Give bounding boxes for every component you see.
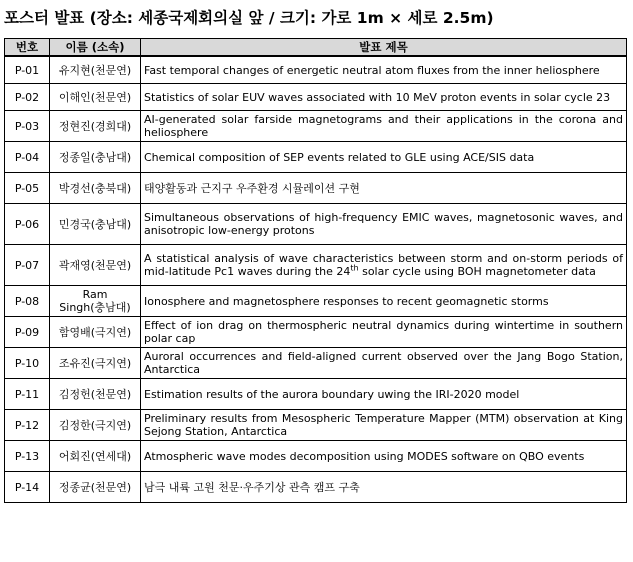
row-name: 김정한(극지연): [50, 410, 141, 441]
table-row: [5, 410, 627, 441]
row-title: Effect of ion drag on thermospheric neutral dynamics during wintertime in southern polar cap: [141, 317, 627, 348]
table-row: [5, 286, 627, 317]
poster-table: [4, 38, 627, 503]
row-name-line: Singh(충남대): [59, 301, 131, 314]
row-name: 정현진(경희대): [50, 111, 141, 142]
row-name: 민경국(충남대): [50, 204, 141, 245]
table-row: [5, 472, 627, 503]
row-number: P-04: [5, 142, 50, 173]
row-name: [50, 286, 141, 317]
row-number: P-05: [5, 173, 50, 204]
table-row: [5, 142, 627, 173]
row-number: P-06: [5, 204, 50, 245]
table-header-row: [5, 39, 627, 57]
row-title: Fast temporal changes of energetic neutral atom fluxes from the inner heliosphere: [141, 56, 627, 84]
row-number: P-13: [5, 441, 50, 472]
table-row: [5, 245, 627, 286]
table-row: [5, 56, 627, 84]
row-title: Simultaneous observations of high-frequency EMIC waves, magnetosonic waves, and anisotropic low-energy protons: [141, 204, 627, 245]
row-title-text: solar cycle using BOH magnetometer data: [358, 265, 596, 278]
row-name: 유지현(천문연): [50, 56, 141, 84]
row-number: P-12: [5, 410, 50, 441]
table-row: [5, 379, 627, 410]
row-number: P-10: [5, 348, 50, 379]
row-title: 태양활동과 근지구 우주환경 시뮬레이션 구현: [141, 173, 627, 204]
row-title-text: A statistical analysis of wave characteristics between storm and on-storm periods of mid-latitude Pc1 waves during the 24: [144, 252, 623, 278]
row-title-superscript: th: [350, 263, 359, 273]
row-number: P-03: [5, 111, 50, 142]
table-row: [5, 173, 627, 204]
header-number: 번호: [5, 39, 50, 57]
row-number: P-01: [5, 56, 50, 84]
table-row: [5, 348, 627, 379]
row-title: Ionosphere and magnetosphere responses to recent geomagnetic storms: [141, 286, 627, 317]
row-title: [141, 245, 627, 286]
table-row: [5, 84, 627, 111]
row-title: 남극 내륙 고원 천문·우주기상 관측 캠프 구축: [141, 472, 627, 503]
row-number: P-02: [5, 84, 50, 111]
row-name: 이해인(천문연): [50, 84, 141, 111]
row-number: P-09: [5, 317, 50, 348]
table-row: [5, 317, 627, 348]
row-title: Atmospheric wave modes decomposition using MODES software on QBO events: [141, 441, 627, 472]
row-title: Statistics of solar EUV waves associated with 10 MeV proton events in solar cycle 23: [141, 84, 627, 111]
row-name: 김정헌(천문연): [50, 379, 141, 410]
header-name: 이름 (소속): [50, 39, 141, 57]
header-title: 발표 제목: [141, 39, 627, 57]
row-title: Auroral occurrences and field-aligned current observed over the Jang Bogo Station, Antarctica: [141, 348, 627, 379]
row-number: P-08: [5, 286, 50, 317]
row-name: 어회진(연세대): [50, 441, 141, 472]
row-name: 함영배(극지연): [50, 317, 141, 348]
table-row: [5, 441, 627, 472]
table-row: [5, 111, 627, 142]
row-title: Chemical composition of SEP events related to GLE using ACE/SIS data: [141, 142, 627, 173]
table-row: [5, 204, 627, 245]
row-name: 정종일(충남대): [50, 142, 141, 173]
row-number: P-14: [5, 472, 50, 503]
row-number: P-07: [5, 245, 50, 286]
row-name: 조유진(극지연): [50, 348, 141, 379]
row-title: Estimation results of the aurora boundary uwing the IRI-2020 model: [141, 379, 627, 410]
row-title: Preliminary results from Mesospheric Temperature Mapper (MTM) observation at King Sejong Station, Antarctica: [141, 410, 627, 441]
row-number: P-11: [5, 379, 50, 410]
row-title: AI-generated solar farside magnetograms and their applications in the corona and heliosphere: [141, 111, 627, 142]
page-title: 포스터 발표 (장소: 세종국제회의실 앞 / 크기: 가로 1m × 세로 2.5m): [4, 9, 494, 27]
row-name-line: Ram: [82, 288, 108, 301]
row-name: 정종균(천문연): [50, 472, 141, 503]
row-name: 곽재영(천문연): [50, 245, 141, 286]
row-name: 박경선(충북대): [50, 173, 141, 204]
